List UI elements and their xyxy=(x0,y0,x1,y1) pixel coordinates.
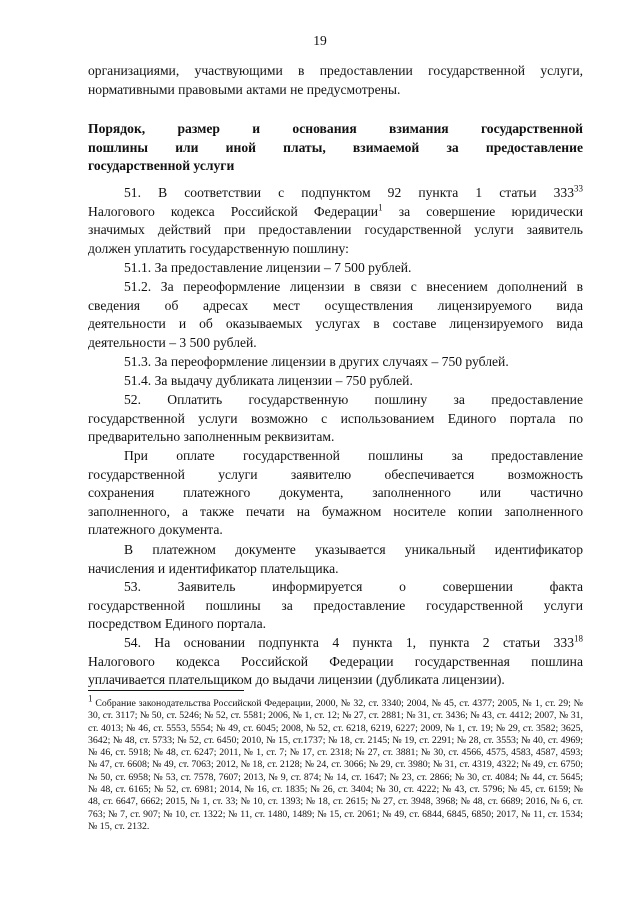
paragraph-52 xyxy=(88,391,583,447)
paragraph-51 xyxy=(88,184,583,258)
p54-line xyxy=(88,634,583,653)
payment-line: сохранения платежного документа, заполненного или частично xyxy=(88,485,583,501)
footnote xyxy=(88,693,583,833)
intro-line: нормативными правовыми актами не предусмотрены. xyxy=(88,81,401,97)
intro-line: организациями, участвующими в предоставлении государственной услуги, xyxy=(88,63,583,78)
paragraph-51-3 xyxy=(88,353,583,372)
footnote-mark: 1 xyxy=(88,693,93,704)
payment-doc-line: начисления и идентификатор плательщика. xyxy=(88,560,339,576)
p51-1-line: 51.1. За предоставление лицензии – 7 500 рублей. xyxy=(124,260,412,275)
p51-2-line: деятельности и об оказываемых услугах в составе лицензируемого вида xyxy=(88,316,583,332)
intro-paragraph xyxy=(88,62,583,99)
p53-line: 53. Заявитель информируется о совершении факта xyxy=(124,579,583,594)
paragraph-51-2 xyxy=(88,278,583,352)
p51-4-line: 51.4. За выдачу дубликата лицензии – 750 рублей. xyxy=(124,373,413,388)
p53-line: посредством Единого портала. xyxy=(88,616,267,632)
paragraph-payment xyxy=(88,447,583,540)
p51-line xyxy=(88,203,583,222)
footnote-text: Собрание законодательства Российской Федерации, 2000, № 32, ст. 3340; 2004, № 45, ст. 4377; 2005, № 1, ст. 29; № 30, ст. 3117; № 50, ст. 5246; № 52, ст. 5581; 2006, № 1, ст. 12; № 27, ст. 2881; № 31, ст. 3436; № 43, ст. 4412; 2007, № 31, ст. 4013; № 46, ст. 5553, 5554; № 49, ст. 6045; 2008, № 52, ст. 6218, 6219, 6227; 2009, № 1, ст. 19; № 29, ст. 3582; 3625, 3642; № 48, ст. 5733; № 52, ст. 6450; 2010, № 15, ст.1737; № 18, ст. 2145; № 19, ст. 2291; № 28, ст. 3553; № 40, ст. 4969; № 46, ст. 5918; № 48, ст. 6247; 2011, № 1, ст. 7; № 17, ст. 2318; № 27, ст. 3881; № 30, ст. 4566, 4575, 4583, 4587, 4593; № 47, ст. 6608; № 49, ст. 7063; 2012, № 18, ст. 2128; № 24, ст. 3066; № 29, ст. 3980; № 31, ст. 4319, 4322; № 49, ст. 6750; № 50, ст. 6958; № 53, ст. 7578, 7607; 2013, № 9, ст. 874; № 14, ст. 1647; № 23, ст. 2866; № 30, ст. 4084; № 44, ст. 5645; № 48, ст. 6165; № 52, ст. 6981; 2014, № 16, ст. 1835; № 26, ст. 3404; № 30, ст. 4222; № 43, ст. 5796; № 45, ст. 6159; № 48, ст. 6647, 6662; 2015, № 1, ст. 33; № 10, ст. 1393; № 18, ст. 2615; № 27, ст. 3948, 3968; № 48, ст. 6689; 2016, № 6, ст. 763; № 7, ст. 907; № 10, ст. 1322; № 11, ст. 1480, 1489; № 15, ст. 2061; № 49, ст. 6844, 6845, 6850; 2017, № 11, ст. 1534; № 15, ст. 2132. xyxy=(88,698,583,832)
p51-text: 51. В соответствии с подпунктом 92 пункта 1 статьи 333 xyxy=(124,185,574,200)
page-number: 19 xyxy=(313,33,327,48)
paragraph-53 xyxy=(88,578,583,634)
p51-2-line: 51.2. За переоформление лицензии в связи с внесением дополнений в xyxy=(124,279,583,294)
payment-line: заполненного, а также печати на бумажном носителе копии заполненного xyxy=(88,503,583,519)
p51-2-line: деятельности – 3 500 рублей. xyxy=(88,334,257,350)
payment-line: государственной услуги заявителю обеспечивается возможность xyxy=(88,466,583,482)
p52-line: государственной услуги возможно с использованием Единого портала по xyxy=(88,410,583,426)
footnote-separator xyxy=(88,690,244,691)
heading-line: государственной услуги xyxy=(88,158,235,174)
paragraph-54 xyxy=(88,634,583,690)
p51-line: должен уплатить государственную пошлину: xyxy=(88,240,349,256)
footnote-reference: 1 xyxy=(378,202,383,213)
article-superscript: 33 xyxy=(574,183,583,194)
section-heading xyxy=(88,120,583,176)
heading-line: пошлины или иной платы, взимаемой за предоставление xyxy=(88,139,583,155)
payment-line: При оплате государственной пошлины за предоставление xyxy=(124,448,583,463)
p51-line: значимых действий при предоставлении государственной услуги заявитель xyxy=(88,222,583,238)
paragraph-51-4 xyxy=(88,372,583,391)
payment-doc-line: В платежном документе указывается уникальный идентификатор xyxy=(124,542,583,557)
p54-text: 54. На основании подпункта 4 пункта 1, пункта 2 статьи 333 xyxy=(124,635,574,650)
p53-line: государственной пошлины за предоставление государственной услуги xyxy=(88,597,583,613)
heading-line: Порядок, размер и основания взимания государственной xyxy=(88,121,583,136)
paragraph-51-1 xyxy=(88,259,583,278)
p54-line: Налогового кодекса Российской Федерации государственная пошлина xyxy=(88,653,583,669)
paragraph-payment-document xyxy=(88,541,583,578)
p51-2-line: сведения об адресах мест осуществления лицензируемого вида xyxy=(88,297,583,313)
payment-line: платежного документа. xyxy=(88,522,223,538)
p52-line: предварительно заполненным реквизитам. xyxy=(88,429,335,445)
p51-3-line: 51.3. За переоформление лицензии в других случаях – 750 рублей. xyxy=(124,354,509,369)
p51-text: за совершение юридически xyxy=(382,203,583,219)
p51-line xyxy=(88,184,583,203)
p51-text: Налогового кодекса Российской Федерации xyxy=(88,203,379,219)
article-superscript: 18 xyxy=(574,633,583,644)
p52-line: 52. Оплатить государственную пошлину за предоставление xyxy=(124,392,583,407)
p54-line: уплачивается плательщиком до выдачи лицензии (дубликата лицензии). xyxy=(88,672,505,688)
